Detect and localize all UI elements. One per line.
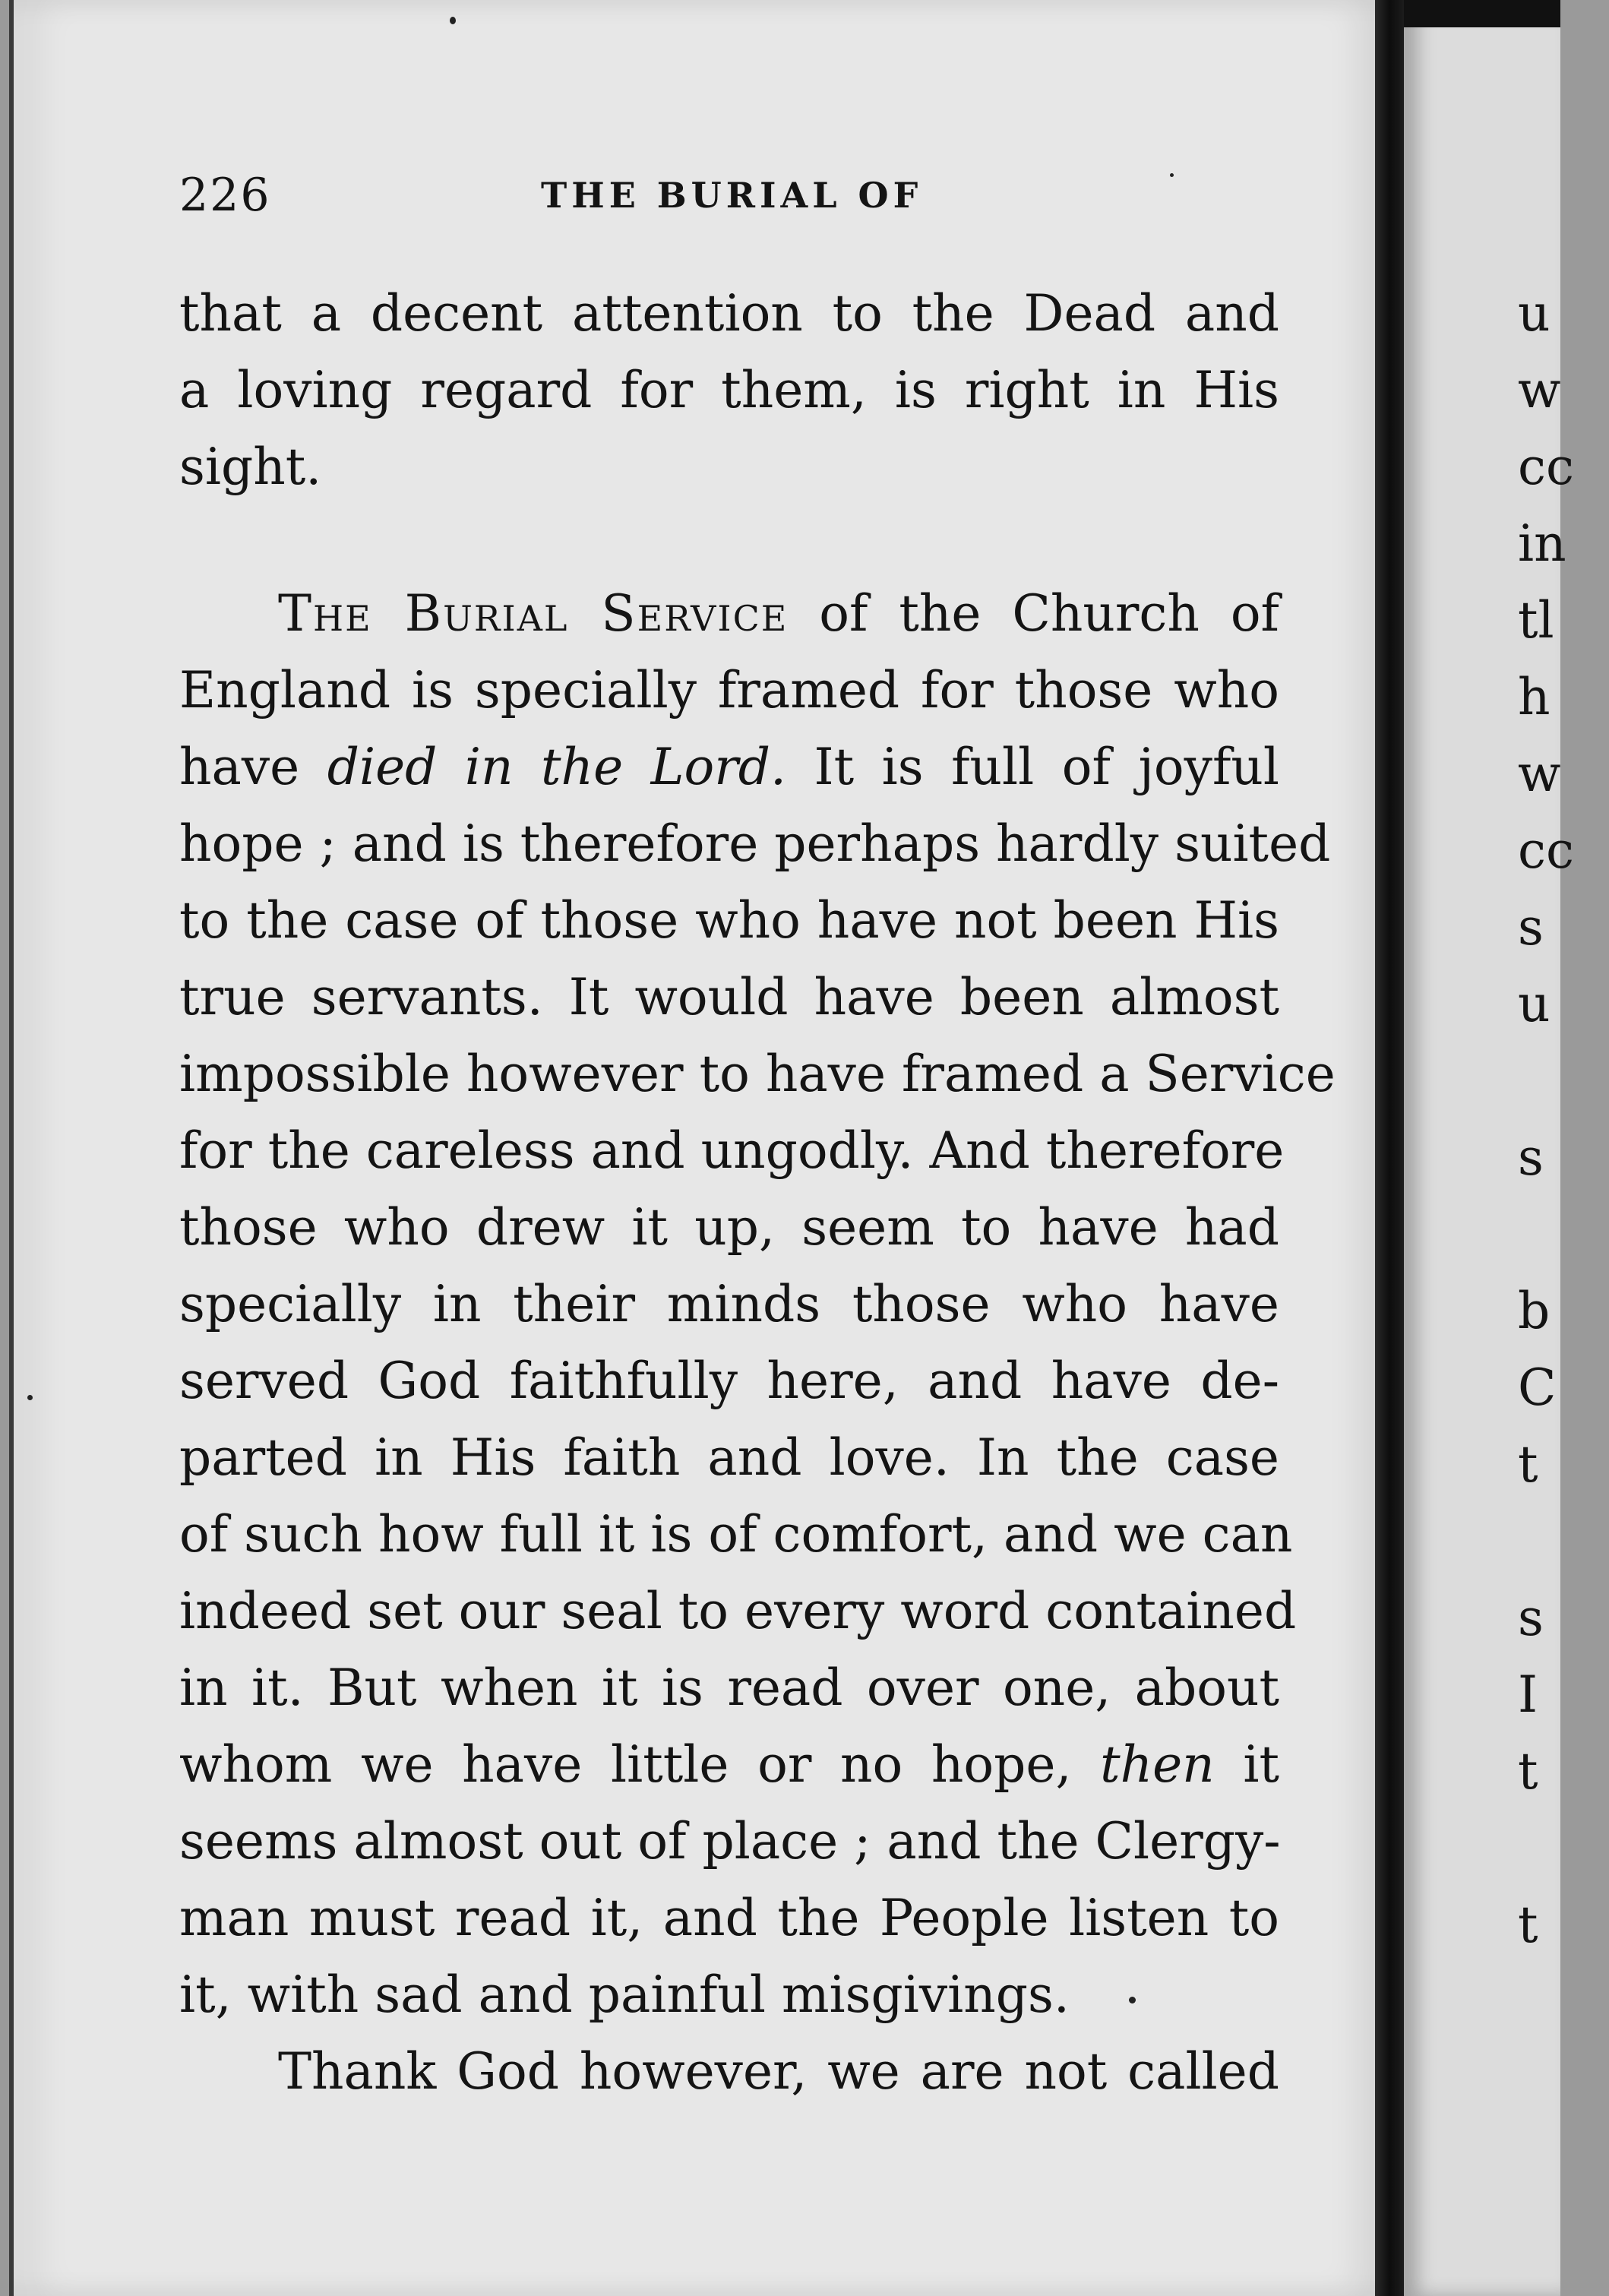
text-line: specially in their minds those who have xyxy=(179,1275,1279,1333)
text-line: for the careless and ungodly. And therefore xyxy=(179,1121,1285,1180)
text-run: whom we have little or no hope, xyxy=(179,1735,1101,1794)
book-gutter xyxy=(1375,0,1404,2296)
text-line: those who drew it up, seem to have had xyxy=(179,1198,1279,1257)
text-line: man must read it, and the People listen to xyxy=(179,1889,1279,1947)
facing-fragment: b xyxy=(1518,1282,1551,1340)
facing-fragment: s xyxy=(1518,898,1544,957)
text-line: that a decent attention to the Dead and xyxy=(179,284,1279,343)
italic-phrase: died in the Lord. xyxy=(327,738,786,796)
facing-fragment: t xyxy=(1518,1742,1538,1801)
facing-fragment: t xyxy=(1518,1435,1538,1494)
text-line: a loving regard for them, is right in His xyxy=(179,361,1279,419)
text-line xyxy=(179,729,1279,805)
text-line: of such how full it is of comfort, and we can xyxy=(179,1505,1293,1564)
facing-fragment: s xyxy=(1518,1589,1544,1647)
facing-fragment: cc xyxy=(1518,821,1574,880)
text-run: it xyxy=(1214,1735,1279,1794)
text-line: sight. xyxy=(179,438,322,496)
facing-fragment: C xyxy=(1518,1358,1557,1417)
facing-fragment xyxy=(1518,1042,1609,1119)
facing-fragment: w xyxy=(1518,361,1561,419)
facing-fragment: h xyxy=(1518,668,1551,726)
text-run: of the Church of xyxy=(788,584,1279,643)
small-caps-heading: The Burial Service xyxy=(278,584,789,643)
paragraph-gap xyxy=(179,505,1279,575)
facing-fragment xyxy=(1518,1503,1609,1580)
text-line: served God faithfully here, and have de- xyxy=(179,1352,1279,1410)
facing-fragment: I xyxy=(1518,1665,1538,1724)
text-line: true servants. It would have been almost xyxy=(179,968,1279,1026)
text-line: Thank God however, we are not called xyxy=(278,2042,1279,2101)
text-line: to the case of those who have not been His xyxy=(179,891,1279,950)
text-line: England is specially framed for those who xyxy=(179,661,1279,719)
facing-fragment xyxy=(1518,1196,1609,1273)
text-line: in it. But when it is read over one, about xyxy=(179,1659,1279,1717)
ink-speck xyxy=(27,1395,33,1400)
text-line: parted in His faith and love. In the case xyxy=(179,1428,1279,1487)
text-line: seems almost out of place ; and the Clergy- xyxy=(179,1812,1281,1871)
text-line: impossible however to have framed a Service xyxy=(179,1045,1336,1103)
facing-fragment: in xyxy=(1518,514,1566,573)
italic-word: then xyxy=(1100,1735,1215,1794)
facing-fragment: t xyxy=(1518,1896,1538,1954)
facing-fragment: w xyxy=(1518,745,1561,803)
facing-page-edge xyxy=(1404,0,1560,27)
ink-speck xyxy=(450,17,456,24)
body-text xyxy=(179,275,1336,2110)
text-line xyxy=(179,575,1279,652)
facing-fragment: u xyxy=(1518,284,1551,343)
facing-fragment: cc xyxy=(1518,438,1574,496)
facing-fragment: s xyxy=(1518,1128,1544,1187)
text-run: have xyxy=(179,738,327,796)
ink-speck xyxy=(1129,1997,1136,2003)
ink-speck xyxy=(1170,173,1174,177)
text-line xyxy=(179,1726,1279,1803)
running-header xyxy=(179,169,1281,222)
facing-page-text xyxy=(1518,275,1609,1963)
page-number: 226 xyxy=(179,169,271,222)
text-line: it, with sad and painful misgivings. xyxy=(179,1966,1070,2024)
text-run: It is full of joyful xyxy=(786,738,1279,796)
text-line: indeed set our seal to every word contained xyxy=(179,1582,1297,1640)
facing-fragment: u xyxy=(1518,975,1551,1033)
running-title: THE BURIAL OF xyxy=(541,175,923,216)
facing-fragment: tl xyxy=(1518,591,1554,650)
text-line: hope ; and is therefore perhaps hardly suited xyxy=(179,814,1331,873)
facing-fragment xyxy=(1518,1810,1609,1886)
